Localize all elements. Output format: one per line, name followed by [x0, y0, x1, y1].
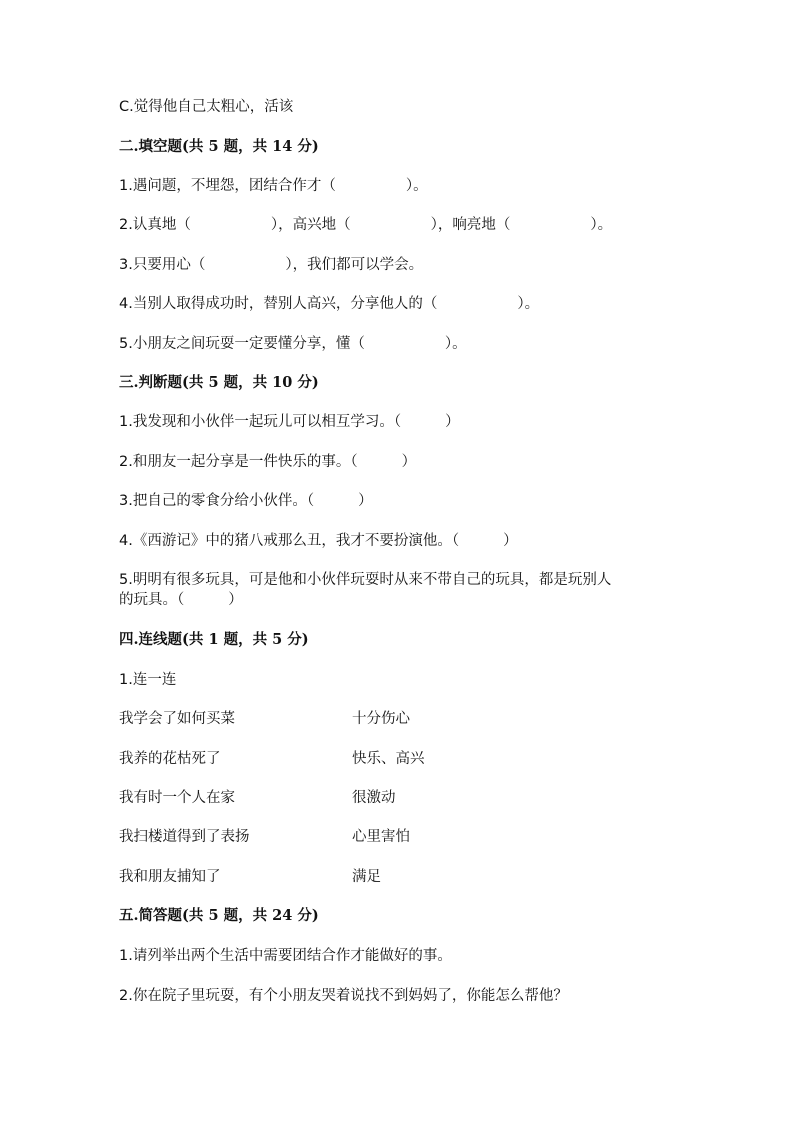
- match-right-item-4: 心里害怕: [352, 829, 410, 845]
- section-5-title: 五.简答题(共 5 题，共 24 分): [119, 907, 319, 924]
- short-answer-question-1: 1.请列举出两个生活中需要团结合作才能做好的事。: [119, 948, 452, 964]
- fill-q2-text-c: ），响亮地（: [430, 217, 511, 233]
- judge-q2-text-a: 2.和朋友一起分享是一件快乐的事。（: [119, 454, 358, 470]
- match-left-item-4: 我扫楼道得到了表扬: [119, 829, 250, 845]
- judge-q1-text-a: 1.我发现和小伙伴一起玩儿可以相互学习。（: [119, 414, 402, 430]
- match-left-item-2: 我养的花枯死了: [119, 751, 221, 767]
- judge-question-2: [119, 452, 416, 472]
- section-4-title: 四.连线题(共 1 题，共 5 分): [119, 631, 309, 648]
- fill-q2-text-a: 2.认真地（: [119, 217, 191, 233]
- judge-q5-text-b: ）: [228, 592, 243, 608]
- match-right-item-3: 很激动: [352, 790, 396, 806]
- short-answer-question-2: 2.你在院子里玩耍，有个小朋友哭着说找不到妈妈了，你能怎么帮他？: [119, 988, 568, 1004]
- fill-q2-text-b: ），高兴地（: [270, 217, 351, 233]
- section-3-title: 三.判断题(共 5 题，共 10 分): [119, 374, 319, 391]
- judge-q3-text-a: 3.把自己的零食分给小伙伴。（: [119, 493, 315, 509]
- match-right-item-1: 十分伤心: [352, 711, 410, 727]
- fill-question-1: [119, 176, 428, 196]
- match-right-item-5: 满足: [352, 869, 381, 885]
- option-c: C.觉得他自己太粗心，活该: [119, 99, 294, 115]
- fill-q1-text-b: ）。: [405, 178, 428, 194]
- judge-question-3: [119, 491, 373, 511]
- judge-q1-text-b: ）: [445, 414, 460, 430]
- fill-q5-text-a: 5.小朋友之间玩耍一定要懂分享，懂（: [119, 336, 365, 352]
- judge-q3-text-b: ）: [358, 493, 373, 509]
- fill-question-4: [119, 294, 539, 314]
- judge-question-5-line-1: 5.明明有很多玩具，可是他和小伙伴玩耍时从来不带自己的玩具，都是玩别人: [119, 572, 612, 588]
- fill-q3-text-b: ），我们都可以学会。: [285, 257, 424, 273]
- judge-q4-text-b: ）: [503, 533, 518, 549]
- match-left-item-1: 我学会了如何买菜: [119, 711, 235, 727]
- judge-question-4: [119, 531, 518, 551]
- match-left-item-3: 我有时一个人在家: [119, 790, 235, 806]
- fill-q1-text-a: 1.遇问题，不埋怨，团结合作才（: [119, 178, 336, 194]
- judge-question-5-line-2: [119, 590, 243, 610]
- fill-q5-text-b: ）。: [444, 336, 467, 352]
- fill-question-2: [119, 215, 612, 235]
- judge-question-1: [119, 412, 460, 432]
- match-left-item-5: 我和朋友捕知了: [119, 869, 221, 885]
- fill-q3-text-a: 3.只要用心（: [119, 257, 206, 273]
- fill-q2-text-d: ）。: [590, 217, 613, 233]
- judge-q2-text-b: ）: [401, 454, 417, 470]
- judge-q4-text-a: 4.《西游记》中的猪八戒那么丑，我才不要扮演他。（: [119, 533, 460, 549]
- fill-q4-text-a: 4.当别人取得成功时，替别人高兴，分享他人的（: [119, 296, 438, 312]
- match-right-item-2: 快乐、高兴: [352, 751, 425, 767]
- section-2-title: 二.填空题(共 5 题，共 14 分): [119, 138, 319, 155]
- fill-question-5: [119, 334, 467, 354]
- judge-q5-text-a: 的玩具。（: [119, 592, 185, 608]
- match-question-1: 1.连一连: [119, 672, 177, 688]
- fill-question-3: [119, 255, 423, 275]
- fill-q4-text-b: ）。: [517, 296, 540, 312]
